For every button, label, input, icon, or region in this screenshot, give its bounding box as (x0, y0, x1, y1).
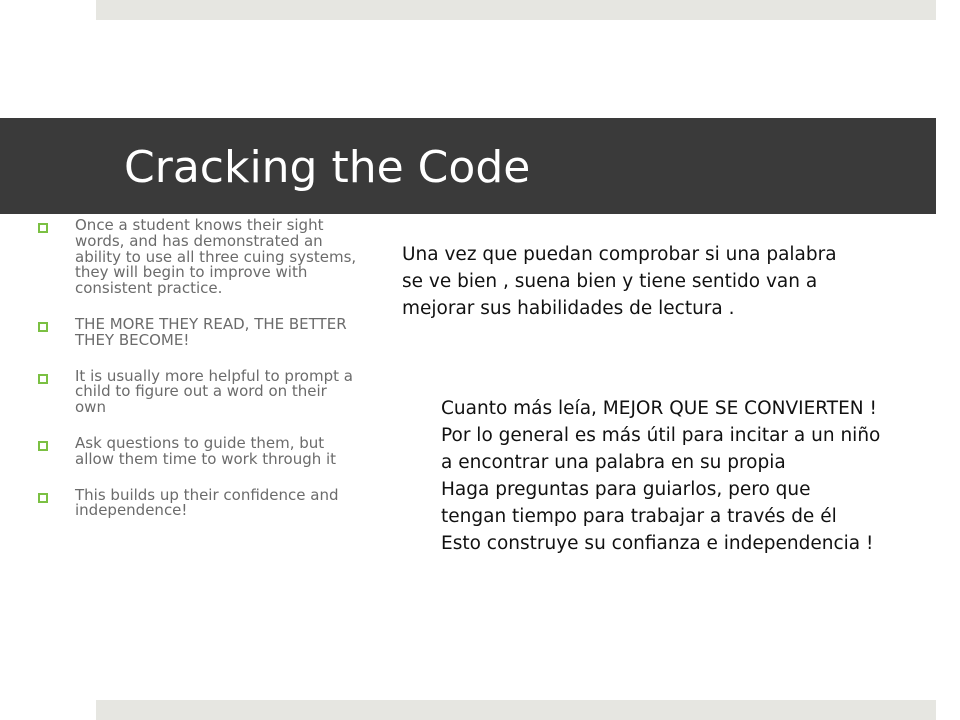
hollow-square-bullet-icon (38, 322, 48, 332)
spanish-intro-text: Una vez que puedan comprobar si una palabra se ve bien , suena bien y tiene sentido van a mejorar sus habilidades de lectura . (402, 244, 837, 319)
bottom-accent-strip (96, 700, 936, 720)
bullet-item (38, 485, 358, 520)
hollow-square-bullet-icon (38, 374, 48, 384)
bullet-text: This builds up their confidence and independence! (75, 485, 339, 520)
bullet-text: Ask questions to guide them, but allow them time to work through it (75, 433, 337, 468)
slide-title: Cracking the Code (124, 142, 531, 193)
bullet-item (38, 314, 358, 349)
spanish-line: Haga preguntas para guiarlos, pero que tengan tiempo para trabajar a través de él (441, 479, 837, 527)
bullet-text: Once a student knows their sight words, and has demonstrated an ability to use all three cuing systems, they will begin to improve with consistent practice. (75, 216, 357, 298)
bullet-item (38, 433, 358, 468)
bullet-item (38, 366, 358, 417)
bullet-text: THE MORE THEY READ, THE BETTER THEY BECOME! (75, 314, 347, 349)
hollow-square-bullet-icon (38, 493, 48, 503)
bullet-item (38, 218, 358, 297)
bullet-text: It is usually more helpful to prompt a child to figure out a word on their own (75, 366, 353, 417)
top-accent-strip (96, 0, 936, 20)
spanish-translation-block (441, 395, 881, 557)
spanish-line: Cuanto más leía, MEJOR QUE SE CONVIERTEN ! (441, 398, 877, 419)
spanish-line: Esto construye su confianza e independencia ! (441, 533, 874, 554)
spanish-line: Por lo general es más útil para incitar a un niño a encontrar una palabra en su propia (441, 425, 881, 473)
hollow-square-bullet-icon (38, 441, 48, 451)
bullet-list (38, 218, 358, 539)
hollow-square-bullet-icon (38, 223, 48, 233)
